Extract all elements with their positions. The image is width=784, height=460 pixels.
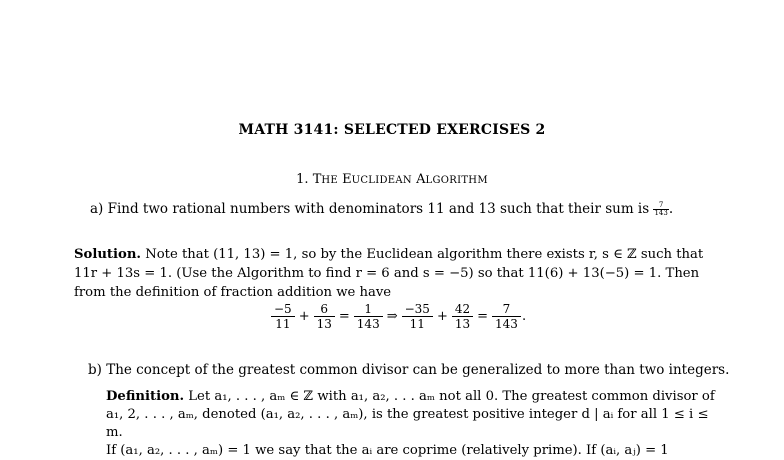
fraction-4: $\frac{-35}{11}$ [402, 302, 433, 331]
definition-line-2: a₁, 2, . . . , aₘ, denoted (a₁, a₂, . . . , aₘ), is the greatest positive integer d | aᵢ for all 1 ≤ i ≤ m. [106, 407, 709, 440]
solution-line-2: 11r + 13s = 1. (Use the Algorithm to find r = 6 and s = −5) so that 11(6) + 13(−5) = 1. Then [74, 266, 700, 281]
definition-label: Definition. [106, 389, 185, 404]
section-heading [0, 172, 784, 187]
solution-line-3: from the definition of fraction addition we have [74, 285, 392, 300]
question-a: a) Find two rational numbers with denominators 11 and 13 such that their sum is $\frac{7}{143}$ . [90, 201, 674, 217]
question-b: b) The concept of the greatest common divisor can be generalized to more than two integers. [88, 362, 730, 378]
question-a-fraction: $\frac{7}{143}$ [654, 201, 668, 217]
fraction-3: $\frac{1}{143}$ [354, 302, 383, 331]
section-number: 1. [296, 172, 309, 187]
page-title: MATH 3141: SELECTED EXERCISES 2 [238, 122, 546, 138]
definition-line-3: If (a₁, a₂, . . . , aₘ) = 1 we say that the aᵢ are coprime (relatively prime). If (aᵢ, aⱼ) = 1 [106, 443, 669, 458]
fraction-equation: $\frac{-5}{11}$ + $\frac{6}{13}$ = $\frac{1}{143}$ ⇒ $\frac{-35}{11}$ + $\frac{42}{13}$ = $\frac{7}{143}$ . [270, 302, 526, 331]
section-word-2: EUCLIDEAN [342, 172, 412, 187]
section-word-1: THE [312, 172, 338, 187]
section-word-3: ALGORITHM [416, 172, 488, 187]
definition-paragraph [106, 388, 726, 460]
solution-paragraph [74, 245, 714, 302]
fraction-2: $\frac{6}{13}$ [314, 302, 335, 331]
definition-line-1: Let a₁, . . . , aₘ ∈ ℤ with a₁, a₂, . . . aₘ not all 0. The greatest common divisor of [188, 389, 715, 404]
solution-line-1: Note that (11, 13) = 1, so by the Euclidean algorithm there exists r, s ∈ ℤ such that [145, 247, 704, 262]
fraction-6: $\frac{7}{143}$ [492, 302, 521, 331]
fraction-1: $\frac{-5}{11}$ [271, 302, 295, 331]
fraction-5: $\frac{42}{13}$ [452, 302, 473, 331]
question-a-text: a) Find two rational numbers with denominators 11 and 13 such that their sum is [90, 201, 650, 217]
solution-label: Solution. [74, 247, 141, 262]
